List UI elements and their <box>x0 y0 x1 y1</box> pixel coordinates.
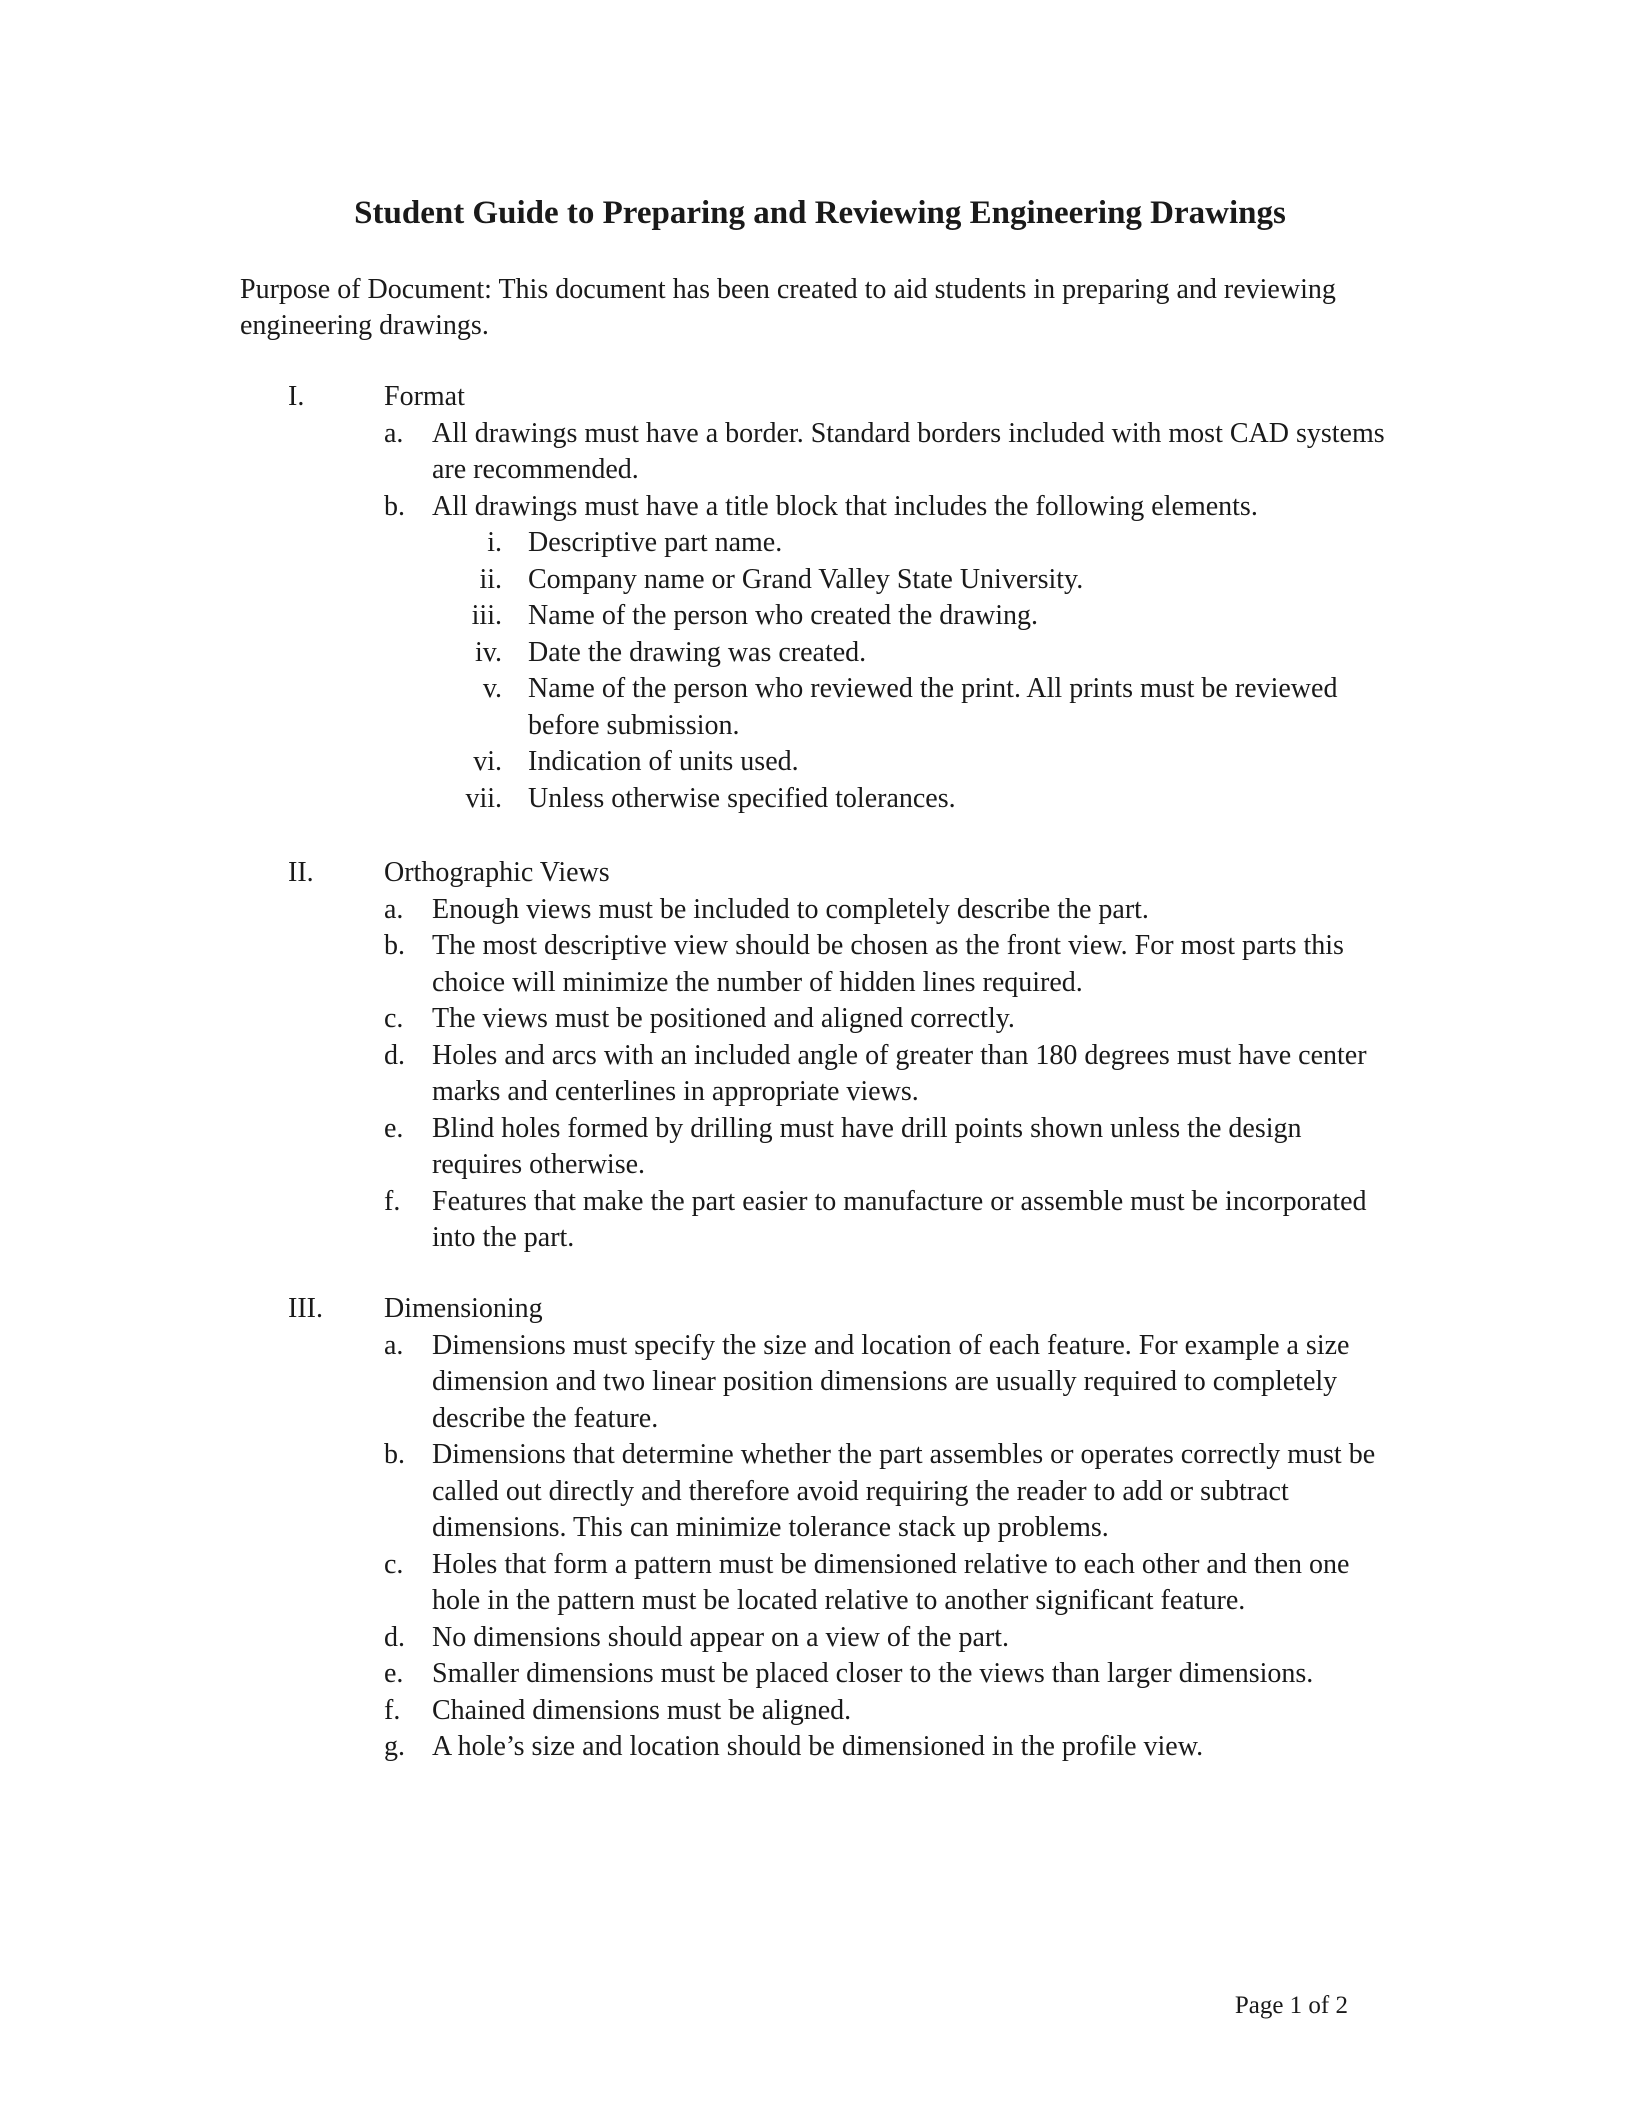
item-letter: g. <box>384 1731 405 1762</box>
sub-item-number: iv. <box>475 636 502 668</box>
list-item <box>0 1038 1640 1111</box>
sub-item <box>0 562 1640 599</box>
list-item <box>0 1693 1640 1730</box>
section-heading <box>0 855 1640 892</box>
item-letter: f. <box>384 1694 401 1726</box>
item-text: Features that make the part easier to manufacture or assemble must be incorporated into the part. <box>432 1185 1367 1253</box>
section-numeral: II. <box>288 857 314 888</box>
item-text: All drawings must have a border. Standard borders included with most CAD systems are recommended. <box>432 417 1385 485</box>
item-text: Smaller dimensions must be placed closer to the views than larger dimensions. <box>432 1658 1314 1689</box>
item-letter: d. <box>384 1039 405 1071</box>
section-heading <box>0 379 1640 416</box>
sub-item-number: ii. <box>479 563 502 595</box>
item-letter: b. <box>384 930 405 961</box>
list-item <box>0 489 1640 526</box>
section-format <box>0 379 1640 817</box>
list-item <box>0 892 1640 929</box>
item-text: Blind holes formed by drilling must have drill points shown unless the design requires otherwise. <box>432 1112 1302 1180</box>
sub-item <box>0 525 1640 562</box>
item-letter: a. <box>384 417 404 449</box>
sub-item-number: vii. <box>465 782 502 814</box>
item-text: The most descriptive view should be chosen as the front view. For most parts this choice will minimize the number of hidden lines required. <box>432 930 1344 998</box>
sub-item-text: Company name or Grand Valley State University. <box>528 563 1084 595</box>
item-letter: b. <box>384 1439 405 1470</box>
section-numeral: III. <box>288 1293 323 1324</box>
sub-item-text: Name of the person who reviewed the print. All prints must be reviewed before submission. <box>528 673 1338 741</box>
section-title: Dimensioning <box>384 1293 543 1324</box>
sub-item-text: Name of the person who created the drawing. <box>528 600 1039 631</box>
list-item <box>0 1547 1640 1620</box>
list-item <box>0 1184 1640 1257</box>
item-letter: e. <box>384 1112 404 1144</box>
item-text: All drawings must have a title block that includes the following elements. <box>432 490 1258 522</box>
item-letter: f. <box>384 1185 401 1217</box>
section-dimensioning <box>0 1291 1640 1766</box>
item-text: Holes and arcs with an included angle of greater than 180 degrees must have center marks and centerlines in appropriate views. <box>432 1039 1367 1107</box>
list-item <box>0 1656 1640 1693</box>
item-text: No dimensions should appear on a view of the part. <box>432 1621 1009 1653</box>
sub-item-number: vi. <box>473 746 502 777</box>
list-item <box>0 1111 1640 1184</box>
section-numeral: I. <box>288 381 305 412</box>
sub-item-number: v. <box>482 673 502 704</box>
sub-item <box>0 598 1640 635</box>
sub-item-text: Unless otherwise specified tolerances. <box>528 782 956 814</box>
sub-item-text: Date the drawing was created. <box>528 636 867 668</box>
list-item <box>0 1001 1640 1038</box>
list-item <box>0 416 1640 489</box>
purpose-paragraph: Purpose of Document: This document has been created to aid students in preparing and reviewing engineering drawings. <box>240 274 1336 341</box>
item-letter: a. <box>384 893 404 925</box>
list-item <box>0 1729 1640 1766</box>
item-text: Holes that form a pattern must be dimensioned relative to each other and then one hole in the pattern must be located relative to another significant feature. <box>432 1548 1350 1616</box>
item-letter: e. <box>384 1658 404 1689</box>
section-title: Format <box>384 381 465 412</box>
item-text: A hole’s size and location should be dimensioned in the profile view. <box>432 1731 1204 1762</box>
item-text: Enough views must be included to completely describe the part. <box>432 893 1149 925</box>
sub-item <box>0 781 1640 818</box>
sub-item <box>0 635 1640 672</box>
list-item <box>0 1620 1640 1657</box>
item-letter: c. <box>384 1548 404 1580</box>
item-text: Dimensions that determine whether the part assembles or operates correctly must be called out directly and therefore avoid requiring the reader to add or subtract dimensions. This can minimize tolerance stack up problems. <box>432 1439 1376 1543</box>
sub-item <box>0 671 1640 744</box>
document-title: Student Guide to Preparing and Reviewing Engineering Drawings <box>354 195 1286 231</box>
sub-item <box>0 744 1640 781</box>
item-text: Dimensions must specify the size and location of each feature. For example a size dimension and two linear position dimensions are usually required to completely describe the feature. <box>432 1329 1350 1434</box>
item-text: The views must be positioned and aligned correctly. <box>432 1003 1015 1034</box>
page-number: Page 1 of 2 <box>1234 1992 1348 2019</box>
item-letter: a. <box>384 1329 404 1361</box>
section-orthographic-views <box>0 855 1640 1257</box>
sub-item-text: Indication of units used. <box>528 746 799 777</box>
sub-item-number: iii. <box>471 600 502 631</box>
section-title: Orthographic Views <box>384 857 610 888</box>
item-letter: b. <box>384 490 405 522</box>
section-heading <box>0 1291 1640 1328</box>
sub-item-number: i. <box>487 527 502 558</box>
item-text: Chained dimensions must be aligned. <box>432 1694 852 1726</box>
list-item <box>0 928 1640 1001</box>
item-letter: d. <box>384 1621 405 1653</box>
sub-item-text: Descriptive part name. <box>528 527 783 558</box>
list-item <box>0 1437 1640 1547</box>
list-item <box>0 1328 1640 1438</box>
item-letter: c. <box>384 1003 404 1034</box>
